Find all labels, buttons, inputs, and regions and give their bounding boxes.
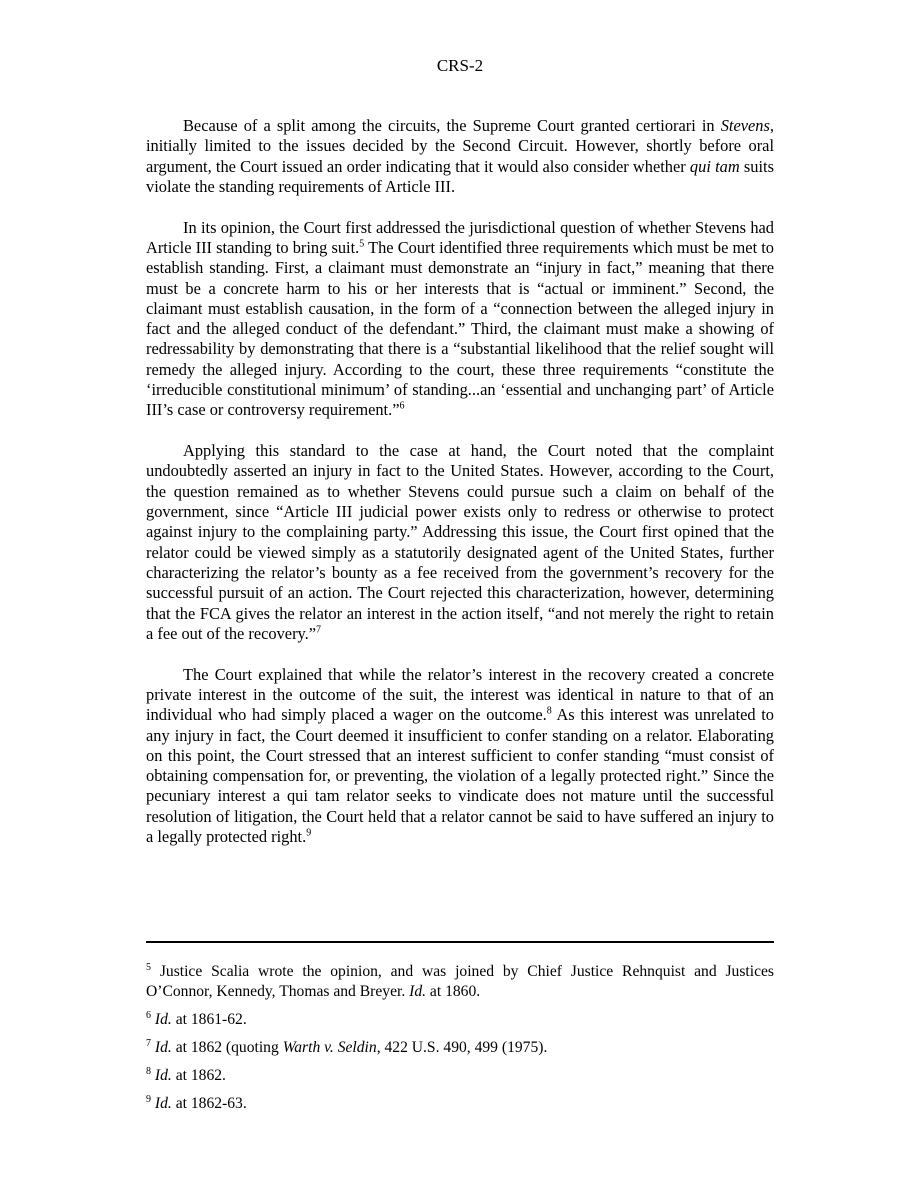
footnote-ref-5[interactable]: 5 — [359, 238, 365, 250]
footnote-ref-6[interactable]: 6 — [399, 400, 405, 412]
footnote-ref-9[interactable]: 9 — [306, 827, 312, 839]
paragraph-3: Applying this standard to the case at hand, the Court noted that the complaint undoubtedly asserted an injury in fact to the United States. However, according to the Court, the question remained as to whether Stevens could pursue such a claim on behalf of the government, since “Article III judicial power exists only to redress or otherwise to protect against injury to the complaining party.” Addressing this issue, the Court first opined that the relator could be viewed simply as a statutorily designated agent of the United States, further characterizing the relator’s bounty as a fee received from the government’s recovery for the successful pursuit of an action. The Court rejected this characterization, however, determining that the FCA gives the relator an interest in the action itself, “and not merely the right to retain a fee out of the recovery.”$^7$ — [146, 441, 774, 643]
footnotes — [146, 962, 774, 1122]
footnote-8: $^8$ Id. at 1862. — [146, 1065, 226, 1084]
footnote-7: $^7$ Id. at 1862 (quoting Warth v. Seldin, 422 U.S. 490, 499 (1975). — [146, 1037, 548, 1056]
case-name-stevens: Stevens — [720, 116, 770, 135]
footnote-6: $^6$ Id. at 1861-62. — [146, 1009, 247, 1028]
footnote-divider — [146, 941, 774, 943]
footnote-ref-7[interactable]: 7 — [316, 624, 322, 636]
term-qui-tam: qui tam — [689, 156, 740, 176]
paragraph-1: Because of a split among the circuits, the Supreme Court granted certiorari in Stevens, initially limited to the issues decided by the Second Circuit. However, shortly before oral argument, the Court issued an order indicating that it would also consider whether qui tam suits violate the standing requirements of Article III. — [146, 116, 774, 196]
footnote-ref-8[interactable]: 8 — [546, 705, 552, 717]
footnote-5: $^5$ Justice Scalia wrote the opinion, and was joined by Chief Justice Rehnquist and Justices O’Connor, Kennedy, Thomas and Breyer. Id. at 1860. — [146, 961, 774, 1000]
page-number-label: CRS-2 — [436, 56, 484, 75]
footnote-9: $^9$ Id. at 1862-63. — [146, 1093, 247, 1112]
paragraph-4: The Court explained that while the relator’s interest in the recovery created a concrete private interest in the outcome of the suit, the interest was identical in nature to that of an individual who had simply placed a wager on the outcome.$^8$ As this interest was unrelated to any injury in fact, the Court deemed it insufficient to confer standing on a relator. Elaborating on this point, the Court stressed that an interest sufficient to confer standing “must consist of obtaining compensation for, or preventing, the violation of a legally protected right.” Since the pecuniary interest a qui tam relator seeks to vindicate does not mature until the successful resolution of litigation, the Court held that a relator cannot be said to have suffered an injury to a legally protected right.$^9$ — [146, 664, 774, 846]
paragraph-2: In its opinion, the Court first addressed the jurisdictional question of whether Stevens had Article III standing to bring suit.$^5$ The Court identified three requirements which must be met to establish standing. First, a claimant must demonstrate an “injury in fact,” meaning that there must be a concrete harm to his or her interests that is “actual or imminent.” Second, the claimant must establish causation, in the form of a “connection between the alleged injury in fact and the alleged conduct of the defendant.” Third, the claimant must make a showing of redressability by demonstrating that there is a “substantial likelihood that the relief sought will remedy the alleged injury. According to the court, these three requirements “constitute the ‘irreducible constitutional minimum’ of standing...an ‘essential and unchanging part’ of Article III’s case or controversy requirement.”$^6$ — [146, 217, 775, 420]
page-header — [0, 56, 920, 76]
body-text — [146, 116, 774, 868]
